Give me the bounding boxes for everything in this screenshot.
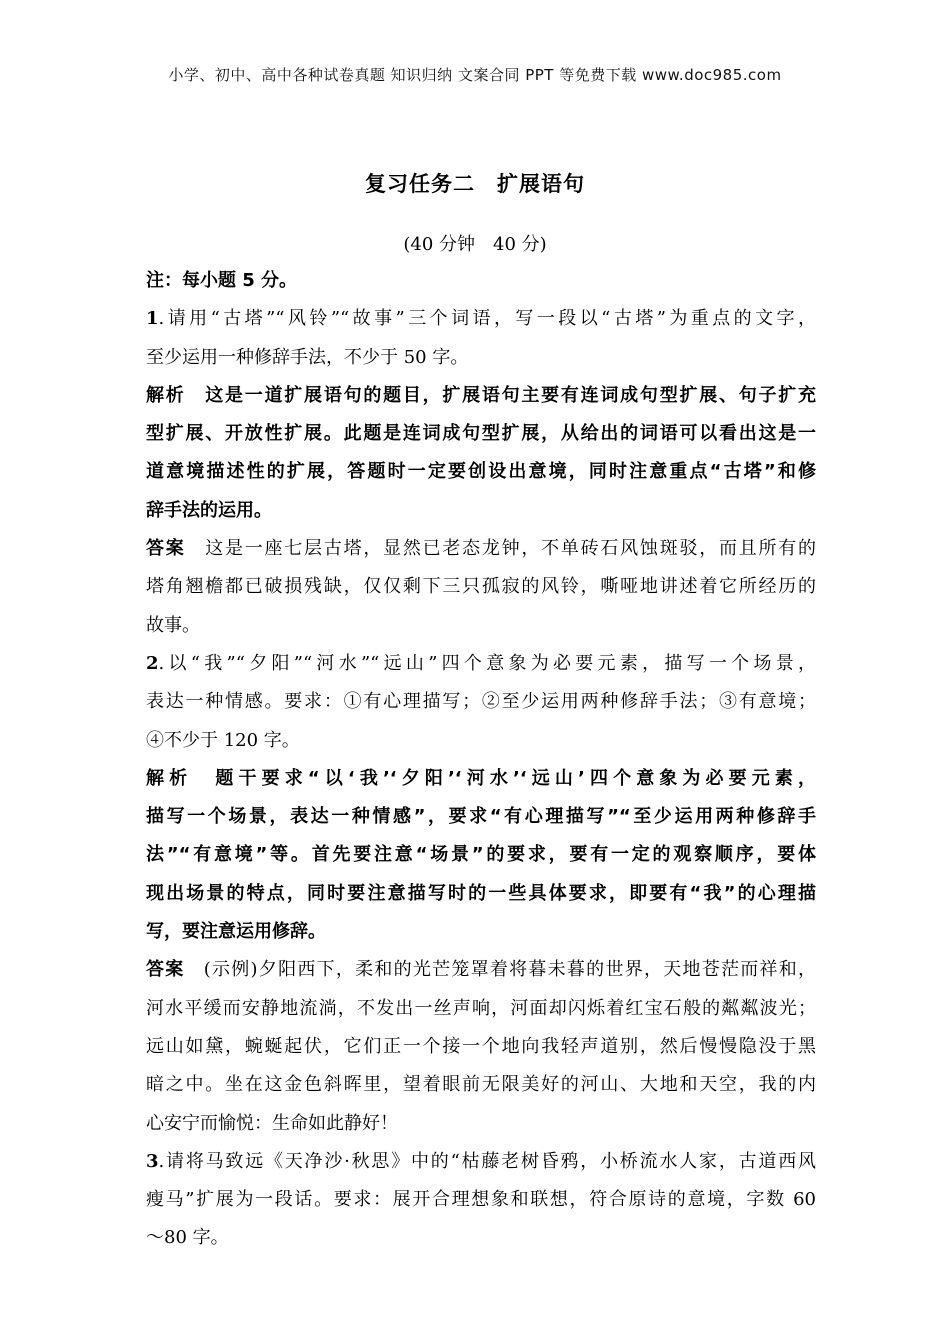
time-score-subtitle: (40 分钟 40 分) [403,234,547,255]
answer-2-line: 河水平缓而安静地流淌，不发出一丝声响，河面却闪烁着红宝石般的粼粼波光； [146,997,816,1019]
analysis-2-line: 现出场景的特点，同时要注意描写时的一些具体要求，即要有“我”的心理描 [146,882,816,904]
answer-label: 答案 [146,959,185,981]
analysis-label: 解析 [146,384,186,406]
analysis-2-line: 描写一个场景，表达一种情感”，要求“有心理描写”“至少运用两种修辞手 [146,806,816,828]
answer-label: 答案 [146,538,186,560]
note-text: 注：每小题 5 分。 [146,270,298,291]
analysis-1-line: 道意境描述性的扩展，答题时一定要创设出意境，同时注意重点“古塔”和修 [146,461,816,483]
question-2-line: 2.以“我”“夕阳”“河水”“远山”四个意象为必要元素，描写一个场景， [146,652,816,674]
answer-2-line: 暗之中。坐在这金色斜晖里，望着眼前无限美好的河山、大地和天空，我的内 [146,1074,816,1096]
question-2-line: ④不少于 120 字。 [146,729,300,751]
analysis-label: 解析 [146,767,193,789]
answer-2-line: 远山如黛，蜿蜒起伏，它们正一个接一个地向我轻声道别，然后慢慢隐没于黑 [146,1035,816,1057]
exercise-content [146,262,816,1258]
answer-2-line: 答案 (示例)夕阳西下，柔和的光芒笼罩着将暮未暮的世界，天地苍茫而祥和， [146,959,816,981]
answer-2-line: 心安宁而愉悦：生命如此静好！ [146,1112,398,1134]
question-3-line: ～80 字。 [146,1227,229,1249]
analysis-1-line: 型扩展、开放性扩展。此题是连词成句型扩展，从给出的词语可以看出这是一 [146,423,816,445]
answer-1-line: 故事。 [146,614,200,636]
page-title: 复习任务二 扩展语句 [365,172,585,196]
question-1-line: 1.请用“古塔”“风铃”“故事”三个词语，写一段以“古塔”为重点的文字， [146,308,816,330]
analysis-2-line: 解析 题干要求“以‘我’‘夕阳’‘河水’‘远山’四个意象为必要元素， [146,767,817,789]
analysis-2-line: 法”“有意境”等。首先要注意“场景”的要求，要有一定的观察顺序，要体 [146,844,816,866]
analysis-1-line: 辞手法的运用。 [146,499,272,521]
analysis-1-line: 解析 这是一道扩展语句的题目，扩展语句主要有连词成句型扩展、句子扩充 [146,384,816,406]
question-3-number: 3 [146,1150,159,1172]
page-header-watermark: 小学、初中、高中各种试卷真题 知识归纳 文案合同 PPT 等免费下载 www.doc985.com [168,66,782,84]
question-3-line: 瘦马”扩展为一段话。要求：展开合理想象和联想，符合原诗的意境，字数 60 [146,1189,816,1211]
answer-1-line: 塔角翘檐都已破损残缺，仅仅剩下三只孤寂的风铃，嘶哑地讲述着它所经历的 [146,576,816,598]
answer-1-line: 答案 这是一座七层古塔，显然已老态龙钟，不单砖石风蚀斑驳，而且所有的 [146,538,816,560]
question-1-number: 1 [146,308,159,330]
question-3-line: 3.请将马致远《天净沙·秋思》中的“枯藤老树昏鸦，小桥流水人家，古道西风 [146,1150,816,1172]
question-2-number: 2 [146,652,159,674]
question-1-line: 至少运用一种修辞手法，不少于 50 字。 [146,346,469,368]
analysis-2-line: 写，要注意运用修辞。 [146,921,326,943]
question-2-line: 表达一种情感。要求：①有心理描写；②至少运用两种修辞手法；③有意境； [146,691,816,713]
